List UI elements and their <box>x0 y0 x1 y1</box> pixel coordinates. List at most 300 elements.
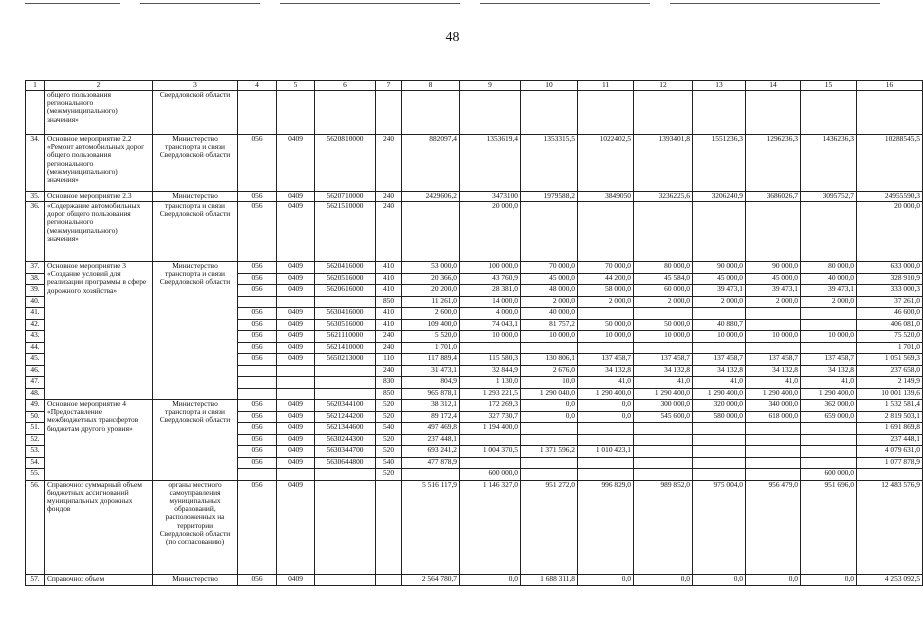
cell-value <box>521 202 578 262</box>
cell-value: 39 473,1 <box>746 285 801 297</box>
cell-value: 2 676,0 <box>521 365 578 377</box>
cell-value: 1 293 221,5 <box>460 388 521 400</box>
cell-value <box>693 202 746 262</box>
cell-value: 1296236,3 <box>746 135 801 192</box>
cell-num: 43. <box>26 331 45 343</box>
cell-value: 804,9 <box>402 377 460 389</box>
cell-value: 0,0 <box>578 574 634 585</box>
cell-target-code: 5620516000 <box>315 273 376 285</box>
cell-expense-code: 520 <box>376 469 402 481</box>
cell-value: 10288545,5 <box>857 135 923 192</box>
cell-value: 50 000,0 <box>634 319 693 331</box>
cell-value <box>857 469 923 481</box>
cell-value: 2 000,0 <box>693 296 746 308</box>
cell-value <box>634 434 693 446</box>
cell-value: 1393401,8 <box>634 135 693 192</box>
cell-value: 34 132,8 <box>578 365 634 377</box>
cell-empty <box>315 91 376 135</box>
cell-target-code: 5620710000 <box>315 192 376 202</box>
cell-empty <box>746 91 801 135</box>
cell-target-code <box>315 469 376 481</box>
cell-value: 0,0 <box>578 400 634 412</box>
cell-value: 362 000,0 <box>801 400 857 412</box>
cell-value: 10 000,0 <box>521 331 578 343</box>
top-rule-4 <box>480 3 650 4</box>
cell-admin-code: 056 <box>238 262 277 274</box>
cell-empty <box>693 91 746 135</box>
cell-value <box>578 457 634 469</box>
cell-admin-code: 056 <box>238 342 277 354</box>
cell-expense-code: 240 <box>376 135 402 192</box>
cell-value: 3849050 <box>578 192 634 202</box>
cell-section-code: 0409 <box>277 285 315 297</box>
cell-value: 951 272,0 <box>521 480 578 574</box>
cell-value: 137 458,7 <box>801 354 857 366</box>
cell-value: 37 261,0 <box>857 296 923 308</box>
cell-value: 2 000,0 <box>746 296 801 308</box>
cell-target-code: 5650213000 <box>315 354 376 366</box>
cell-num: 53. <box>26 446 45 458</box>
cell-num: 34. <box>26 135 45 192</box>
cell-section-code: 0409 <box>277 319 315 331</box>
cell-target-code: 5621410000 <box>315 342 376 354</box>
cell-value <box>634 202 693 262</box>
cell-value: 1 010 423,1 <box>578 446 634 458</box>
cell-num: 54. <box>26 457 45 469</box>
cell-value: 0,0 <box>578 411 634 423</box>
cell-section-code <box>277 469 315 481</box>
cell-value: 4 000,0 <box>460 308 521 320</box>
table-row <box>26 135 923 192</box>
cell-value: 237 448,1 <box>402 434 460 446</box>
cell-value: 1 290 400,0 <box>746 388 801 400</box>
cell-value: 20 000,0 <box>460 202 521 262</box>
cell-admin-code: 056 <box>238 285 277 297</box>
cell-value: 1 290 400,0 <box>693 388 746 400</box>
cell-value: 34 132,8 <box>693 365 746 377</box>
cell-value: 39 473,1 <box>801 285 857 297</box>
cell-num: 36. <box>26 202 45 262</box>
cell-expense-code: 410 <box>376 319 402 331</box>
cell-executor: Министерство <box>153 192 238 202</box>
column-number: 10 <box>521 81 578 91</box>
cell-value <box>460 434 521 446</box>
cell-section-code: 0409 <box>277 135 315 192</box>
cell-section-code: 0409 <box>277 574 315 585</box>
cell-num: 35. <box>26 192 45 202</box>
cell-expense-code: 410 <box>376 308 402 320</box>
cell-value: 74 043,1 <box>460 319 521 331</box>
cell-value: 53 000,0 <box>402 262 460 274</box>
cell-num: 44. <box>26 342 45 354</box>
cell-value: 130 806,1 <box>521 354 578 366</box>
cell-value <box>746 434 801 446</box>
cell-num: 45. <box>26 354 45 366</box>
cell-value <box>693 423 746 435</box>
cell-value: 497 469,8 <box>402 423 460 435</box>
top-rule-5 <box>670 3 880 4</box>
cell-value <box>402 469 460 481</box>
cell-event-name: Справочно: суммарный объем бюджетных ассигнований муниципальных дорожных фондов <box>45 480 153 574</box>
cell-value: 137 458,7 <box>693 354 746 366</box>
cell-section-code <box>277 296 315 308</box>
cell-value: 3236225,6 <box>634 192 693 202</box>
cell-value <box>746 423 801 435</box>
cell-value: 1 051 569,3 <box>857 354 923 366</box>
cell-num: 37. <box>26 262 45 274</box>
cell-value: 1 146 327,0 <box>460 480 521 574</box>
cell-section-code: 0409 <box>277 446 315 458</box>
cell-value: 50 000,0 <box>578 319 634 331</box>
cell-value: 580 000,0 <box>693 411 746 423</box>
cell-value: 38 312,1 <box>402 400 460 412</box>
cell-value: 1 290 400,0 <box>634 388 693 400</box>
cell-section-code <box>277 388 315 400</box>
cell-target-code: 5630344700 <box>315 446 376 458</box>
cell-admin-code: 056 <box>238 400 277 412</box>
cell-value <box>634 342 693 354</box>
cell-target-code: 5620416000 <box>315 262 376 274</box>
cell-value: 109 400,0 <box>402 319 460 331</box>
cell-value: 58 000,0 <box>578 285 634 297</box>
table-row <box>26 262 923 274</box>
cell-expense-code: 830 <box>376 377 402 389</box>
cell-target-code <box>315 365 376 377</box>
cell-value: 117 889,4 <box>402 354 460 366</box>
cell-executor: Министерство транспорта и связи Свердловской области <box>153 262 238 400</box>
cell-num: 47. <box>26 377 45 389</box>
cell-value: 1 701,0 <box>857 342 923 354</box>
cell-value: 34 132,8 <box>634 365 693 377</box>
cell-value <box>801 308 857 320</box>
column-number: 1 <box>26 81 45 91</box>
cell-value <box>693 434 746 446</box>
cell-admin-code <box>238 469 277 481</box>
cell-value <box>578 423 634 435</box>
cell-value: 1 688 311,8 <box>521 574 578 585</box>
cell-value: 0,0 <box>634 574 693 585</box>
cell-value <box>634 446 693 458</box>
cell-event-name: Основное мероприятие 3 «Создание условий для реализации программы в сфере дорожного хозяйства» <box>45 262 153 400</box>
cell-value: 10,0 <box>521 377 578 389</box>
cell-target-code: 5621110000 <box>315 331 376 343</box>
cell-executor: Свердловской области <box>153 91 238 135</box>
cell-value: 1353315,5 <box>521 135 578 192</box>
cell-value: 20 366,0 <box>402 273 460 285</box>
cell-value: 137 458,7 <box>634 354 693 366</box>
cell-value: 1 004 370,5 <box>460 446 521 458</box>
cell-value: 172 269,3 <box>460 400 521 412</box>
cell-value: 965 878,1 <box>402 388 460 400</box>
cell-value: 0,0 <box>521 411 578 423</box>
cell-empty <box>578 91 634 135</box>
cell-value: 2 564 780,7 <box>402 574 460 585</box>
cell-target-code: 5621244200 <box>315 411 376 423</box>
cell-value: 4 079 631,0 <box>857 446 923 458</box>
cell-value: 545 600,0 <box>634 411 693 423</box>
column-number-row <box>26 81 923 91</box>
cell-empty <box>460 91 521 135</box>
column-number: 9 <box>460 81 521 91</box>
cell-value: 633 000,0 <box>857 262 923 274</box>
cell-value <box>521 469 578 481</box>
cell-num: 42. <box>26 319 45 331</box>
cell-empty <box>238 91 277 135</box>
cell-admin-code <box>238 388 277 400</box>
cell-value <box>746 319 801 331</box>
cell-value: 0,0 <box>521 400 578 412</box>
cell-value: 70 000,0 <box>578 262 634 274</box>
cell-value <box>746 308 801 320</box>
table-row <box>26 480 923 574</box>
cell-value: 1 371 596,2 <box>521 446 578 458</box>
cell-value: 989 852,0 <box>634 480 693 574</box>
cell-value: 137 458,7 <box>578 354 634 366</box>
cell-value: 10 000,0 <box>578 331 634 343</box>
cell-value <box>634 457 693 469</box>
budget-table <box>25 80 923 586</box>
cell-value: 60 000,0 <box>634 285 693 297</box>
table-row <box>26 91 923 135</box>
cell-value: 2 819 503,1 <box>857 411 923 423</box>
cell-admin-code <box>238 377 277 389</box>
cell-section-code <box>277 365 315 377</box>
cell-admin-code: 056 <box>238 574 277 585</box>
cell-section-code <box>277 377 315 389</box>
column-number: 2 <box>45 81 153 91</box>
cell-value: 41,0 <box>634 377 693 389</box>
cell-value: 40 880,7 <box>693 319 746 331</box>
cell-section-code: 0409 <box>277 273 315 285</box>
cell-value: 115 580,3 <box>460 354 521 366</box>
cell-expense-code: 240 <box>376 331 402 343</box>
cell-admin-code <box>238 296 277 308</box>
cell-value: 1551236,3 <box>693 135 746 192</box>
cell-value: 81 757,2 <box>521 319 578 331</box>
cell-value: 0,0 <box>693 574 746 585</box>
cell-value <box>746 469 801 481</box>
cell-value <box>578 469 634 481</box>
cell-value: 237 658,0 <box>857 365 923 377</box>
cell-expense-code: 520 <box>376 411 402 423</box>
table-row <box>26 574 923 585</box>
cell-target-code: 5630244300 <box>315 434 376 446</box>
cell-value: 1 532 581,4 <box>857 400 923 412</box>
cell-value: 44 200,0 <box>578 273 634 285</box>
cell-value: 45 584,0 <box>634 273 693 285</box>
cell-value: 328 910,9 <box>857 273 923 285</box>
cell-value <box>801 202 857 262</box>
cell-value: 4 253 092,5 <box>857 574 923 585</box>
cell-expense-code: 850 <box>376 388 402 400</box>
column-number: 7 <box>376 81 402 91</box>
cell-section-code: 0409 <box>277 411 315 423</box>
cell-expense-code: 410 <box>376 262 402 274</box>
cell-value: 1 290 400,0 <box>578 388 634 400</box>
cell-section-code: 0409 <box>277 262 315 274</box>
cell-value: 10 000,0 <box>460 331 521 343</box>
cell-target-code <box>315 574 376 585</box>
cell-event-name: Основное мероприятие 4 «Предоставление межбюджетных трансфертов бюджетам другого уровня» <box>45 400 153 481</box>
cell-value <box>578 308 634 320</box>
cell-value: 20 000,0 <box>857 202 923 262</box>
cell-value: 31 473,1 <box>402 365 460 377</box>
cell-value: 41,0 <box>746 377 801 389</box>
cell-value <box>693 342 746 354</box>
cell-value <box>634 308 693 320</box>
cell-empty <box>402 91 460 135</box>
cell-value: 2429606,2 <box>402 192 460 202</box>
cell-expense-code: 410 <box>376 273 402 285</box>
cell-target-code: 5620344100 <box>315 400 376 412</box>
top-rule-3 <box>280 3 460 4</box>
cell-value: 1 290 040,0 <box>521 388 578 400</box>
cell-executor: транспорта и связи Свердловской области <box>153 202 238 262</box>
cell-value: 2 149,9 <box>857 377 923 389</box>
cell-num: 39. <box>26 285 45 297</box>
cell-empty <box>634 91 693 135</box>
cell-section-code: 0409 <box>277 202 315 262</box>
table-row <box>26 202 923 262</box>
cell-num: 46. <box>26 365 45 377</box>
cell-value: 237 448,1 <box>857 434 923 446</box>
cell-admin-code: 056 <box>238 202 277 262</box>
cell-value <box>402 202 460 262</box>
cell-expense-code <box>376 574 402 585</box>
cell-admin-code: 056 <box>238 273 277 285</box>
cell-value: 100 000,0 <box>460 262 521 274</box>
cell-num: 40. <box>26 296 45 308</box>
cell-num: 48. <box>26 388 45 400</box>
cell-value: 2 000,0 <box>801 296 857 308</box>
cell-target-code <box>315 377 376 389</box>
cell-empty <box>857 91 923 135</box>
cell-expense-code: 850 <box>376 296 402 308</box>
column-number: 5 <box>277 81 315 91</box>
cell-value: 3686026,7 <box>746 192 801 202</box>
cell-value: 1979588,2 <box>521 192 578 202</box>
cell-value: 996 829,0 <box>578 480 634 574</box>
cell-value: 28 381,0 <box>460 285 521 297</box>
cell-target-code <box>315 480 376 574</box>
cell-num: 56. <box>26 480 45 574</box>
cell-value: 618 000,0 <box>746 411 801 423</box>
column-number: 4 <box>238 81 277 91</box>
cell-value <box>801 319 857 331</box>
cell-expense-code: 520 <box>376 434 402 446</box>
cell-value: 882097,4 <box>402 135 460 192</box>
cell-value <box>521 457 578 469</box>
cell-section-code: 0409 <box>277 342 315 354</box>
cell-target-code: 5620616000 <box>315 285 376 297</box>
cell-value <box>801 446 857 458</box>
cell-value: 41,0 <box>578 377 634 389</box>
cell-value: 406 081,0 <box>857 319 923 331</box>
cell-value: 2 000,0 <box>578 296 634 308</box>
cell-admin-code: 056 <box>238 308 277 320</box>
cell-value: 3473100 <box>460 192 521 202</box>
cell-expense-code: 520 <box>376 400 402 412</box>
cell-value: 1 077 878,9 <box>857 457 923 469</box>
cell-value: 1353619,4 <box>460 135 521 192</box>
cell-value <box>521 342 578 354</box>
table-row <box>26 192 923 202</box>
cell-value <box>578 342 634 354</box>
cell-value: 1 701,0 <box>402 342 460 354</box>
cell-num: 49. <box>26 400 45 412</box>
cell-value: 10 000,0 <box>746 331 801 343</box>
cell-value: 75 520,0 <box>857 331 923 343</box>
cell-expense-code: 110 <box>376 354 402 366</box>
cell-expense-code: 520 <box>376 446 402 458</box>
cell-expense-code: 540 <box>376 423 402 435</box>
cell-empty <box>376 91 402 135</box>
cell-value: 333 000,3 <box>857 285 923 297</box>
cell-value: 477 878,9 <box>402 457 460 469</box>
cell-empty <box>521 91 578 135</box>
cell-admin-code: 056 <box>238 446 277 458</box>
cell-value: 45 000,0 <box>693 273 746 285</box>
top-rule-2 <box>140 3 260 4</box>
cell-value <box>801 423 857 435</box>
cell-num: 51. <box>26 423 45 435</box>
cell-executor: Министерство транспорта и связи Свердловской области <box>153 135 238 192</box>
cell-value: 45 000,0 <box>521 273 578 285</box>
cell-section-code: 0409 <box>277 331 315 343</box>
cell-value: 300 000,0 <box>634 400 693 412</box>
cell-section-code: 0409 <box>277 354 315 366</box>
cell-admin-code: 056 <box>238 354 277 366</box>
cell-value: 11 261,0 <box>402 296 460 308</box>
cell-value: 956 479,0 <box>746 480 801 574</box>
cell-expense-code: 240 <box>376 342 402 354</box>
cell-value: 89 172,4 <box>402 411 460 423</box>
cell-section-code: 0409 <box>277 457 315 469</box>
cell-value: 41,0 <box>693 377 746 389</box>
cell-value: 1 691 869,8 <box>857 423 923 435</box>
column-number: 6 <box>315 81 376 91</box>
cell-num <box>26 91 45 135</box>
cell-num: 55. <box>26 469 45 481</box>
cell-value: 10 000,0 <box>801 331 857 343</box>
cell-expense-code: 410 <box>376 285 402 297</box>
cell-value: 1022402,5 <box>578 135 634 192</box>
column-number: 3 <box>153 81 238 91</box>
cell-admin-code: 056 <box>238 135 277 192</box>
cell-value: 1 290 400,0 <box>801 388 857 400</box>
cell-admin-code: 056 <box>238 319 277 331</box>
cell-value: 20 200,0 <box>402 285 460 297</box>
cell-value: 0,0 <box>460 574 521 585</box>
cell-value <box>746 446 801 458</box>
cell-value <box>634 469 693 481</box>
cell-event-name: общего пользования регионального (межмуниципального) значения» <box>45 91 153 135</box>
cell-target-code: 5630516000 <box>315 319 376 331</box>
cell-value: 0,0 <box>746 574 801 585</box>
cell-value: 10 001 139,6 <box>857 388 923 400</box>
cell-value: 975 004,0 <box>693 480 746 574</box>
cell-value: 1436236,3 <box>801 135 857 192</box>
top-rule-1 <box>25 3 120 4</box>
cell-event-name: «Содержание автомобильных дорог общего пользования регионального (межмуниципального) значения» <box>45 202 153 262</box>
cell-section-code: 0409 <box>277 480 315 574</box>
cell-admin-code: 056 <box>238 423 277 435</box>
table-row <box>26 400 923 412</box>
column-number: 15 <box>801 81 857 91</box>
cell-value <box>578 202 634 262</box>
cell-value: 327 730,7 <box>460 411 521 423</box>
cell-value: 3095752,7 <box>801 192 857 202</box>
